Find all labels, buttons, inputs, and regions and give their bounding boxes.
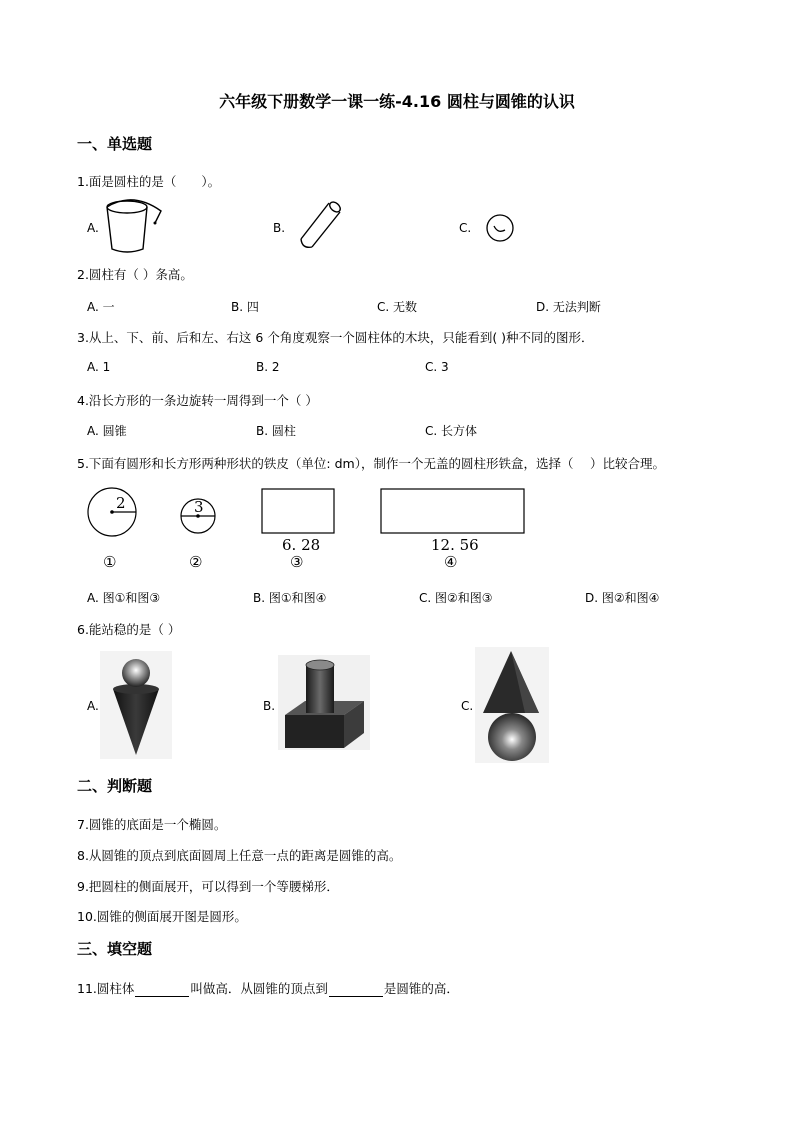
q5-option-a[interactable]: A. 图①和图③ <box>87 591 161 605</box>
q5-option-b[interactable]: B. 图①和图④ <box>253 591 327 605</box>
question-6-text: 6.能站稳的是（ ） <box>77 622 181 637</box>
figure-1-radius-label: 2 <box>116 494 126 512</box>
q2-option-d[interactable]: D. 无法判断 <box>536 300 601 314</box>
figure-4-length-label: 12. 56 <box>431 536 479 554</box>
question-5-text: 5.下面有圆形和长方形两种形状的铁皮（单位: dm），制作一个无盖的圆柱形铁盒，选择（ ）比较合理。 <box>77 456 665 471</box>
section-heading-single-choice: 一、单选题 <box>77 135 153 153</box>
figure-3-length-label: 6. 28 <box>282 536 321 554</box>
question-10-text: 10.圆锥的侧面展开图是圆形。 <box>77 909 247 924</box>
figure-3-rectangle <box>261 488 337 536</box>
q5-option-d[interactable]: D. 图②和图④ <box>585 591 660 605</box>
q6-option-a-label[interactable]: A. <box>87 699 99 713</box>
tilted-cylinder-figure <box>298 201 346 251</box>
question-8-text: 8.从圆锥的顶点到底面圆周上任意一点的距离是圆锥的高。 <box>77 848 402 863</box>
answer-blank-1[interactable] <box>135 984 189 997</box>
question-11-part-2: 叫做高．从圆锥的顶点到 <box>190 981 328 996</box>
q2-option-b[interactable]: B. 四 <box>231 300 259 314</box>
question-11-part-1: 11.圆柱体 <box>77 981 135 996</box>
section-heading-true-false: 二、判断题 <box>77 777 153 795</box>
figure-2-circle-radius-3 <box>179 497 217 535</box>
figure-3-number: ③ <box>290 553 304 571</box>
cone-with-ball-figure <box>100 651 172 759</box>
q6-option-b-label[interactable]: B. <box>263 699 276 713</box>
figure-2-number: ② <box>189 553 203 571</box>
question-1-text: 1.面是圆柱的是（ ）。 <box>77 174 221 189</box>
answer-blank-2[interactable] <box>329 984 383 997</box>
q4-option-c[interactable]: C. 长方体 <box>425 424 478 438</box>
figure-1-circle-radius-2 <box>86 486 138 538</box>
q6-option-c-label[interactable]: C. <box>461 699 474 713</box>
q3-option-a[interactable]: A. 1 <box>87 360 111 374</box>
q5-option-c[interactable]: C. 图②和图③ <box>419 591 493 605</box>
question-3-text: 3.从上、下、前、后和左、右这 6 个角度观察一个圆柱体的木块，只能看到( )种不同的图形． <box>77 330 594 345</box>
q2-option-c[interactable]: C. 无数 <box>377 300 418 314</box>
q1-option-c-label[interactable]: C. <box>459 221 472 235</box>
question-11-text <box>77 979 459 997</box>
figure-1-number: ① <box>103 553 117 571</box>
q2-option-a[interactable]: A. 一 <box>87 300 115 314</box>
figure-4-number: ④ <box>444 553 458 571</box>
question-9-text: 9.把圆柱的侧面展开，可以得到一个等腰梯形． <box>77 879 339 894</box>
q3-option-b[interactable]: B. 2 <box>256 360 280 374</box>
question-11-part-3: 是圆锥的高． <box>383 981 459 996</box>
question-2-text: 2.圆柱有（ ）条高。 <box>77 267 193 282</box>
bucket-figure <box>103 197 163 255</box>
q1-option-b-label[interactable]: B. <box>273 221 286 235</box>
figure-4-rectangle <box>380 488 528 536</box>
question-7-text: 7.圆锥的底面是一个椭圆。 <box>77 817 227 832</box>
q1-option-a-label[interactable]: A. <box>87 221 99 235</box>
cone-on-ball-figure <box>475 647 549 763</box>
circle-figure <box>484 212 516 244</box>
question-4-text: 4.沿长方形的一条边旋转一周得到一个（ ） <box>77 393 318 408</box>
q4-option-a[interactable]: A. 圆锥 <box>87 424 127 438</box>
q4-option-b[interactable]: B. 圆柱 <box>256 424 296 438</box>
q3-option-c[interactable]: C. 3 <box>425 360 449 374</box>
figure-2-radius-label: 3 <box>194 498 204 516</box>
section-heading-fill-in: 三、填空题 <box>77 940 153 958</box>
page-title: 六年级下册数学一课一练-4.16 圆柱与圆锥的认识 <box>219 92 575 111</box>
cylinder-on-cube-figure <box>278 655 370 750</box>
